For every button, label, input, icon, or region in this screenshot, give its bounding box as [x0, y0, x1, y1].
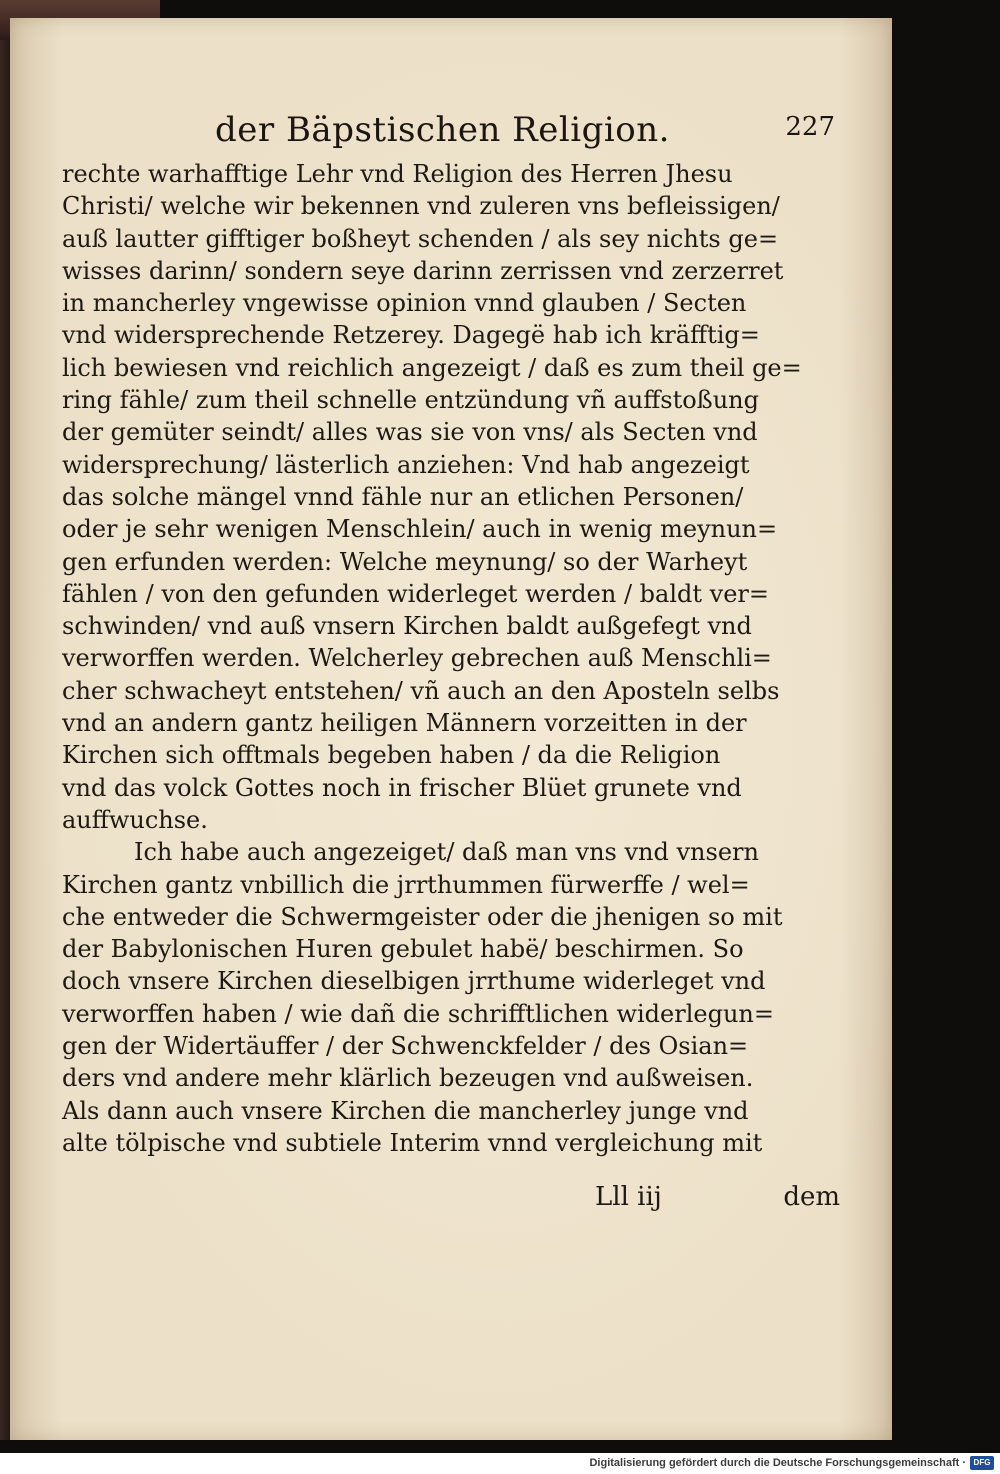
text-line: vnd widersprechende Retzerey. Dagegë hab ich kräfftig= — [62, 321, 760, 350]
text-line: vnd das volck Gottes noch in frischer Blüet grunete vnd — [62, 773, 742, 802]
text-line: Kirchen sich offtmals begeben haben / da die Religion — [62, 741, 721, 770]
dfg-logo: DFG — [970, 1456, 994, 1470]
text-line: fählen / von den gefunden widerleget werden / baldt ver= — [62, 579, 769, 608]
paragraph-start-line: Ich habe auch angezeiget/ daß man vns vnd vnsern — [134, 838, 759, 867]
text-line: gen erfunden werden: Welche meynung/ so der Warheyt — [62, 547, 748, 576]
catchword: dem — [783, 1182, 840, 1212]
text-line: che entweder die Schwermgeister oder die jhenigen so mit — [62, 902, 783, 931]
text-line: widersprechung/ lästerlich anziehen: Vnd hab angezeigt — [62, 450, 750, 479]
body-text — [62, 158, 842, 1159]
text-line: Christi/ welche wir bekennen vnd zuleren vns befleissigen/ — [62, 192, 780, 221]
page-header — [215, 110, 835, 156]
digitization-footer — [0, 1453, 1000, 1474]
running-head: der Bäpstischen Religion. — [215, 110, 670, 150]
text-line: verworffen haben / wie dañ die schrifftlichen widerlegun= — [62, 999, 774, 1028]
text-line: ders vnd andere mehr klärlich bezeugen vnd außweisen. — [62, 1064, 754, 1093]
text-line: Als dann auch vnsere Kirchen die mancherley junge vnd — [62, 1096, 749, 1125]
text-line: ring fähle/ zum theil schnelle entzündung vñ auffstoßung — [62, 386, 759, 415]
page-number: 227 — [785, 112, 835, 142]
book-page — [10, 18, 892, 1440]
text-line: cher schwacheyt entstehen/ vñ auch an den Aposteln selbs — [62, 676, 780, 705]
text-line: wisses darinn/ sondern seye darinn zerrissen vnd zerzerret — [62, 256, 784, 285]
text-line: der Babylonischen Huren gebulet habë/ beschirmen. So — [62, 935, 744, 964]
text-line: das solche mängel vnnd fähle nur an etlichen Personen/ — [62, 482, 744, 511]
funding-credit: Digitalisierung gefördert durch die Deutsche Forschungsgemeinschaft · — [589, 1457, 966, 1469]
text-line: schwinden/ vnd auß vnsern Kirchen baldt außgefegt vnd — [62, 612, 752, 641]
text-line: doch vnsere Kirchen dieselbigen jrrthume widerleget vnd — [62, 967, 766, 996]
page-footer-marks — [595, 1182, 840, 1222]
signature-mark: Lll iij — [595, 1182, 662, 1212]
text-line: rechte warhafftige Lehr vnd Religion des Herren Jhesu — [62, 160, 733, 188]
text-line: vnd an andern gantz heiligen Männern vorzeitten in der — [62, 709, 747, 738]
text-line: alte tölpische vnd subtiele Interim vnnd vergleichung mit — [62, 1128, 763, 1157]
text-line: oder je sehr wenigen Menschlein/ auch in wenig meynun= — [62, 515, 778, 544]
text-line: auffwuchse. — [62, 805, 208, 834]
text-line: in mancherley vngewisse opinion vnnd glauben / Secten — [62, 289, 747, 318]
text-line: auß lautter gifftiger boßheyt schenden / als sey nichts ge= — [62, 224, 779, 253]
text-line: der gemüter seindt/ alles was sie von vns/ als Secten vnd — [62, 418, 758, 447]
text-line: Kirchen gantz vnbillich die jrrthummen fürwerffe / wel= — [62, 870, 750, 899]
text-line: verworffen werden. Welcherley gebrechen auß Menschli= — [62, 644, 772, 673]
text-line: gen der Widertäuffer / der Schwenckfelder / des Osian= — [62, 1032, 749, 1061]
text-line: lich bewiesen vnd reichlich angezeigt / daß es zum theil ge= — [62, 353, 802, 382]
